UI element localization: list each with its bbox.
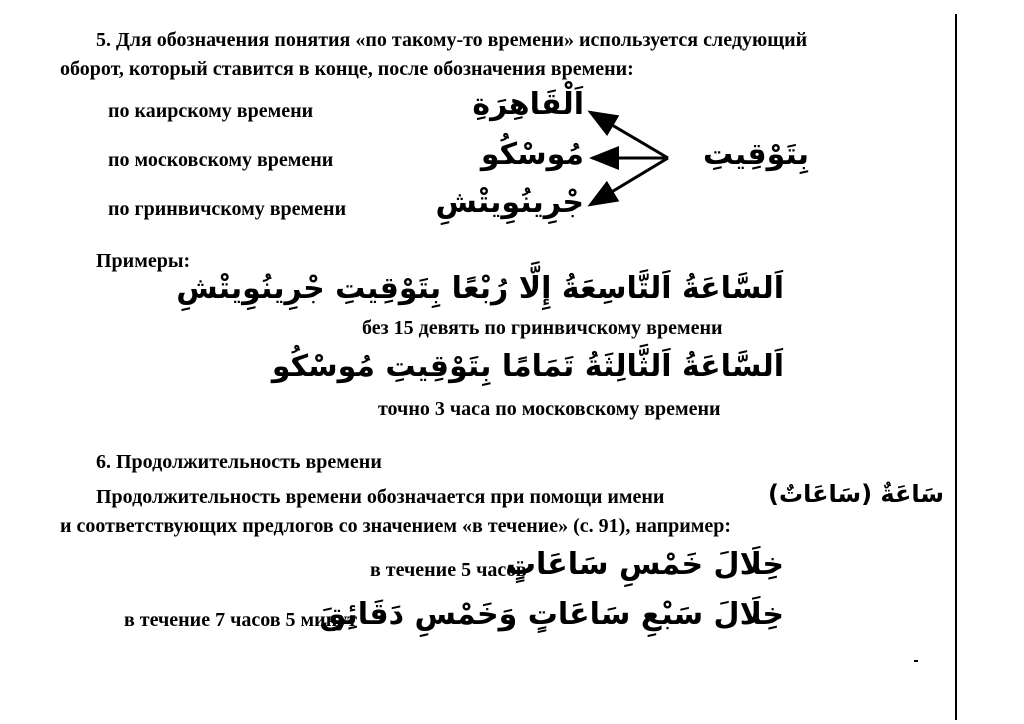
section6-heading: 6. Продолжительность времени xyxy=(96,451,382,473)
section6-line1: Продолжительность времени обозначается при помощи имени xyxy=(96,486,665,508)
example2-arabic: اَلسَّاعَةُ اَلثَّالِثَةُ تَمَامًا بِتَوْقِيتِ مُوسْكُو xyxy=(271,349,784,384)
duration-example2-translation: в течение 7 часов 5 минут xyxy=(124,609,358,631)
section5-line2: оборот, который ставится в конце, после обозначения времени: xyxy=(60,58,634,80)
row-cairo-label: по каирскому времени xyxy=(108,100,314,122)
duration-example2-arabic: خِلَالَ سَبْعِ سَاعَاتٍ وَخَمْسِ دَقَائِقَ xyxy=(319,597,784,632)
duration-example1-arabic: خِلَالَ خَمْسِ سَاعَاتٍ xyxy=(505,547,784,582)
arabic-source-word: بِتَوْقِيتِ xyxy=(703,137,809,172)
stray-mark xyxy=(914,660,918,662)
row-moscow-label: по московскому времени xyxy=(108,149,334,171)
example1-translation: без 15 девять по гринвичскому времени xyxy=(362,317,723,339)
section5-line1: 5. Для обозначения понятия «по такому-то времени» используется следующий xyxy=(96,29,808,51)
row-greenwich-label: по гринвичскому времени xyxy=(108,198,347,220)
example2-translation: точно 3 часа по московскому времени xyxy=(378,398,721,420)
examples-label: Примеры: xyxy=(96,250,191,272)
arrow-to-greenwich xyxy=(590,158,668,205)
section6-line1-arabic: سَاعَةٌ (سَاعَاتٌ) xyxy=(768,480,944,508)
section6-line2: и соответствующих предлогов со значением «в течение» (с. 91), например: xyxy=(60,515,732,537)
arabic-greenwich: جْرِينُوِيتْشِ xyxy=(435,185,584,220)
arabic-cairo: اَلْقَاهِرَةِ xyxy=(472,87,584,122)
example1-arabic: اَلسَّاعَةُ اَلتَّاسِعَةُ إِلَّا رُبْعًا بِتَوْقِيتِ جْرِينُوِيتْشِ xyxy=(176,271,784,306)
arrow-to-cairo xyxy=(590,112,668,158)
arabic-moscow: مُوسْكُو xyxy=(480,137,584,172)
duration-example1-translation: в течение 5 часов xyxy=(370,559,527,581)
